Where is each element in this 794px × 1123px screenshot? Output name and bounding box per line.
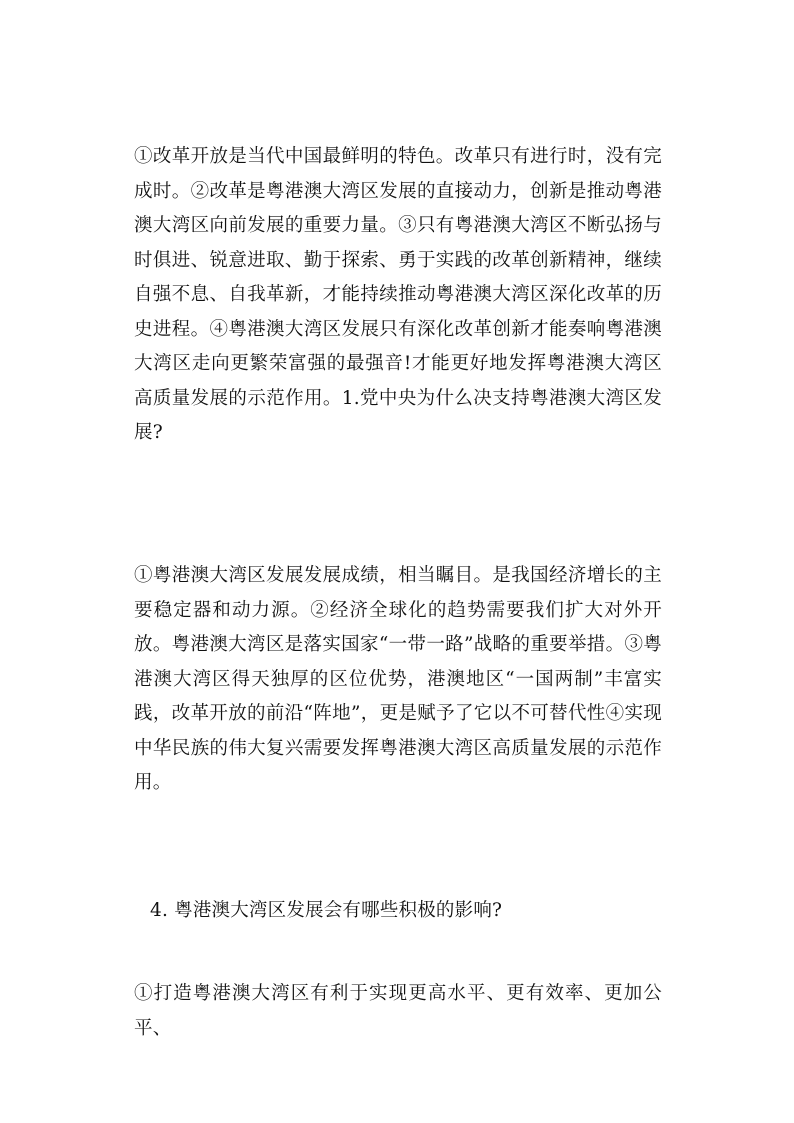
- paragraph-positive-impact: ①打造粤港澳大湾区有利于实现更高水平、更有效率、更加公平、: [134, 983, 662, 1039]
- paragraph-development-achievements: ①粤港澳大湾区发展发展成绩，相当瞩目。是我国经济增长的主要稳定器和动力源。②经济全球化的趋势需要我们扩大对外开放。粤港澳大湾区是落实国家“一带一路”战略的重要举措。③粤港澳大湾区得天独厚的区位优势，港澳地区“一国两制”丰富实践，改革开放的前沿“阵地”，更是赋予了它以不可替代性④实现中华民族的伟大复兴需要发挥粤港澳大湾区高质量发展的示范作用。: [134, 565, 662, 793]
- question-heading-4: 4. 粤港澳大湾区发展会有哪些积极的影响?: [150, 900, 503, 921]
- paragraph-reform-opening: ①改革开放是当代中国最鲜明的特色。改革只有进行时，没有完成时。②改革是粤港澳大湾区发展的直接动力，创新是推动粤港澳大湾区向前发展的重要力量。③只有粤港澳大湾区不断弘扬与时俱进、锐意进取、勤于探索、勇于实践的改革创新精神，继续自强不息、自我革新，才能持续推动粤港澳大湾区深化改革的历史进程。④粤港澳大湾区发展只有深化改革创新才能奏响粤港澳大湾区走向更繁荣富强的最强音!才能更好地发挥粤港澳大湾区高质量发展的示范作用。1.党中央为什么决支持粤港澳大湾区发展?: [134, 146, 662, 443]
